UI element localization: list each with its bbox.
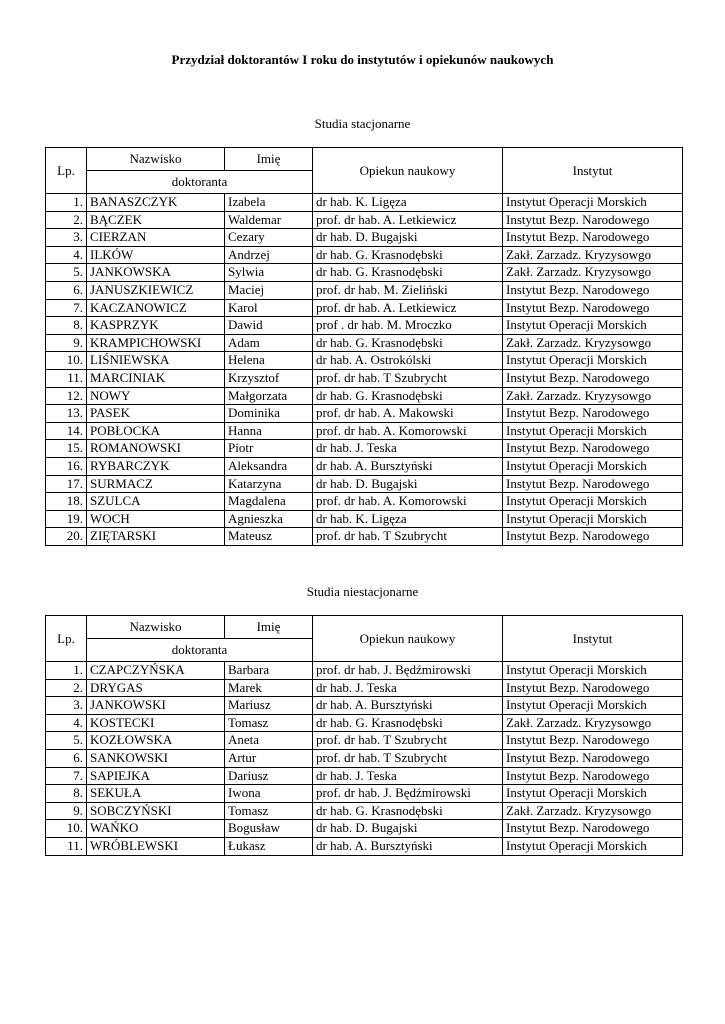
- header-doktoranta: doktoranta: [87, 639, 313, 662]
- cell-nazwisko: BĄCZEK: [87, 211, 225, 229]
- cell-opiekun: prof. dr hab. A. Komorowski: [313, 422, 503, 440]
- cell-opiekun: dr hab. A. Bursztyński: [313, 457, 503, 475]
- cell-instytut: Instytut Bezp. Narodowego: [503, 440, 683, 458]
- cell-instytut: Instytut Bezp. Narodowego: [503, 679, 683, 697]
- cell-instytut: Instytut Bezp. Narodowego: [503, 820, 683, 838]
- table-header-row: [46, 148, 683, 171]
- cell-lp: 9.: [46, 802, 87, 820]
- table-row: [46, 767, 683, 785]
- table-row: [46, 679, 683, 697]
- cell-opiekun: dr hab. D. Bugajski: [313, 475, 503, 493]
- cell-opiekun: prof. dr hab. T Szubrycht: [313, 749, 503, 767]
- cell-lp: 9.: [46, 334, 87, 352]
- table-header-row: [46, 616, 683, 639]
- cell-opiekun: dr hab. A. Bursztyński: [313, 837, 503, 855]
- cell-instytut: Zakł. Zarzadz. Kryzysowgo: [503, 246, 683, 264]
- cell-nazwisko: KACZANOWICZ: [87, 299, 225, 317]
- cell-opiekun: prof. dr hab. A. Komorowski: [313, 493, 503, 511]
- cell-nazwisko: JANKOWSKA: [87, 264, 225, 282]
- cell-imie: Sylwia: [225, 264, 313, 282]
- cell-lp: 10.: [46, 820, 87, 838]
- cell-nazwisko: DRYGAS: [87, 679, 225, 697]
- cell-instytut: Instytut Operacji Morskich: [503, 194, 683, 212]
- cell-imie: Dawid: [225, 317, 313, 335]
- header-instytut: Instytut: [503, 616, 683, 662]
- cell-instytut: Instytut Operacji Morskich: [503, 317, 683, 335]
- cell-lp: 6.: [46, 749, 87, 767]
- table-row: [46, 837, 683, 855]
- cell-lp: 3.: [46, 697, 87, 715]
- cell-nazwisko: ROMANOWSKI: [87, 440, 225, 458]
- header-imie: Imię: [225, 616, 313, 639]
- cell-lp: 20.: [46, 528, 87, 546]
- cell-nazwisko: KASPRZYK: [87, 317, 225, 335]
- cell-instytut: Instytut Bezp. Narodowego: [503, 405, 683, 423]
- cell-nazwisko: ILKÓW: [87, 246, 225, 264]
- cell-instytut: Instytut Operacji Morskich: [503, 837, 683, 855]
- cell-opiekun: dr hab. G. Krasnodębski: [313, 264, 503, 282]
- cell-lp: 8.: [46, 785, 87, 803]
- cell-lp: 11.: [46, 369, 87, 387]
- cell-imie: Krzysztof: [225, 369, 313, 387]
- cell-lp: 18.: [46, 493, 87, 511]
- table-row: [46, 387, 683, 405]
- cell-nazwisko: BANASZCZYK: [87, 194, 225, 212]
- cell-instytut: Instytut Bezp. Narodowego: [503, 299, 683, 317]
- cell-imie: Iwona: [225, 785, 313, 803]
- cell-imie: Karol: [225, 299, 313, 317]
- cell-imie: Mariusz: [225, 697, 313, 715]
- cell-opiekun: dr hab. J. Teska: [313, 767, 503, 785]
- table-row: [46, 440, 683, 458]
- table-niestacjonarne: [45, 615, 683, 856]
- table-body: [46, 662, 683, 856]
- cell-opiekun: prof. dr hab. J. Będźmirowski: [313, 785, 503, 803]
- cell-imie: Piotr: [225, 440, 313, 458]
- cell-opiekun: prof. dr hab. J. Będźmirowski: [313, 662, 503, 680]
- cell-opiekun: prof. dr hab. T Szubrycht: [313, 369, 503, 387]
- cell-nazwisko: SOBCZYŃSKI: [87, 802, 225, 820]
- cell-imie: Hanna: [225, 422, 313, 440]
- cell-nazwisko: SURMACZ: [87, 475, 225, 493]
- cell-nazwisko: WAŃKO: [87, 820, 225, 838]
- cell-imie: Cezary: [225, 229, 313, 247]
- header-opiekun: Opiekun naukowy: [313, 616, 503, 662]
- cell-nazwisko: LIŚNIEWSKA: [87, 352, 225, 370]
- cell-nazwisko: KRAMPICHOWSKI: [87, 334, 225, 352]
- header-instytut: Instytut: [503, 148, 683, 194]
- table-row: [46, 405, 683, 423]
- cell-lp: 3.: [46, 229, 87, 247]
- cell-imie: Maciej: [225, 281, 313, 299]
- cell-opiekun: dr hab. G. Krasnodębski: [313, 334, 503, 352]
- cell-lp: 17.: [46, 475, 87, 493]
- cell-nazwisko: KOSTECKI: [87, 714, 225, 732]
- header-lp: Lp.: [46, 148, 87, 194]
- cell-lp: 4.: [46, 714, 87, 732]
- header-doktoranta: doktoranta: [87, 171, 313, 194]
- cell-instytut: Instytut Operacji Morskich: [503, 785, 683, 803]
- cell-opiekun: prof. dr hab. M. Zieliński: [313, 281, 503, 299]
- cell-lp: 15.: [46, 440, 87, 458]
- table-row: [46, 662, 683, 680]
- cell-lp: 10.: [46, 352, 87, 370]
- cell-imie: Izabela: [225, 194, 313, 212]
- table-row: [46, 493, 683, 511]
- cell-imie: Adam: [225, 334, 313, 352]
- cell-lp: 1.: [46, 194, 87, 212]
- cell-lp: 7.: [46, 299, 87, 317]
- cell-nazwisko: PASEK: [87, 405, 225, 423]
- table-row: [46, 211, 683, 229]
- table-row: [46, 528, 683, 546]
- header-opiekun: Opiekun naukowy: [313, 148, 503, 194]
- section-title-stacjonarne: Studia stacjonarne: [314, 116, 411, 131]
- cell-nazwisko: NOWY: [87, 387, 225, 405]
- table-stacjonarne: [45, 147, 683, 546]
- cell-nazwisko: RYBARCZYK: [87, 457, 225, 475]
- cell-opiekun: dr hab. G. Krasnodębski: [313, 714, 503, 732]
- table-row: [46, 714, 683, 732]
- cell-nazwisko: POBŁOCKA: [87, 422, 225, 440]
- cell-opiekun: dr hab. G. Krasnodębski: [313, 387, 503, 405]
- cell-opiekun: prof . dr hab. M. Mroczko: [313, 317, 503, 335]
- cell-imie: Barbara: [225, 662, 313, 680]
- table-row: [46, 229, 683, 247]
- table-row: [46, 785, 683, 803]
- cell-opiekun: dr hab. D. Bugajski: [313, 820, 503, 838]
- table-row: [46, 334, 683, 352]
- cell-nazwisko: JANUSZKIEWICZ: [87, 281, 225, 299]
- cell-lp: 19.: [46, 510, 87, 528]
- cell-imie: Aneta: [225, 732, 313, 750]
- cell-instytut: Instytut Bezp. Narodowego: [503, 229, 683, 247]
- cell-instytut: Zakł. Zarzadz. Kryzysowgo: [503, 264, 683, 282]
- cell-opiekun: prof. dr hab. A. Letkiewicz: [313, 211, 503, 229]
- cell-opiekun: dr hab. A. Ostrokólski: [313, 352, 503, 370]
- cell-lp: 7.: [46, 767, 87, 785]
- cell-instytut: Zakł. Zarzadz. Kryzysowgo: [503, 387, 683, 405]
- cell-instytut: Zakł. Zarzadz. Kryzysowgo: [503, 714, 683, 732]
- cell-instytut: Instytut Bezp. Narodowego: [503, 749, 683, 767]
- cell-imie: Małgorzata: [225, 387, 313, 405]
- cell-instytut: Instytut Operacji Morskich: [503, 352, 683, 370]
- header-nazwisko: Nazwisko: [87, 148, 225, 171]
- header-lp: Lp.: [46, 616, 87, 662]
- cell-instytut: Instytut Bezp. Narodowego: [503, 528, 683, 546]
- cell-instytut: Zakł. Zarzadz. Kryzysowgo: [503, 802, 683, 820]
- cell-instytut: Instytut Bezp. Narodowego: [503, 281, 683, 299]
- table-row: [46, 802, 683, 820]
- cell-instytut: Instytut Operacji Morskich: [503, 422, 683, 440]
- cell-lp: 5.: [46, 732, 87, 750]
- cell-imie: Tomasz: [225, 714, 313, 732]
- table-row: [46, 422, 683, 440]
- cell-nazwisko: SEKUŁA: [87, 785, 225, 803]
- cell-imie: Łukasz: [225, 837, 313, 855]
- cell-nazwisko: MARCINIAK: [87, 369, 225, 387]
- cell-instytut: Instytut Operacji Morskich: [503, 457, 683, 475]
- cell-imie: Mateusz: [225, 528, 313, 546]
- table-row: [46, 369, 683, 387]
- table-row: [46, 457, 683, 475]
- cell-instytut: Instytut Operacji Morskich: [503, 510, 683, 528]
- header-nazwisko: Nazwisko: [87, 616, 225, 639]
- cell-imie: Aleksandra: [225, 457, 313, 475]
- cell-nazwisko: CIERZAN: [87, 229, 225, 247]
- table-row: [46, 264, 683, 282]
- cell-imie: Dariusz: [225, 767, 313, 785]
- cell-opiekun: prof. dr hab. A. Makowski: [313, 405, 503, 423]
- cell-lp: 12.: [46, 387, 87, 405]
- cell-opiekun: dr hab. A. Bursztyński: [313, 697, 503, 715]
- cell-opiekun: dr hab. J. Teska: [313, 679, 503, 697]
- cell-nazwisko: KOZŁOWSKA: [87, 732, 225, 750]
- cell-nazwisko: SZULCA: [87, 493, 225, 511]
- cell-opiekun: dr hab. D. Bugajski: [313, 229, 503, 247]
- table-body: [46, 194, 683, 546]
- cell-opiekun: dr hab. J. Teska: [313, 440, 503, 458]
- table-row: [46, 246, 683, 264]
- cell-opiekun: prof. dr hab. T Szubrycht: [313, 732, 503, 750]
- cell-lp: 2.: [46, 679, 87, 697]
- page-title: Przydział doktorantów I roku do instytutów i opiekunów naukowych: [171, 52, 554, 67]
- table-row: [46, 475, 683, 493]
- cell-nazwisko: CZAPCZYŃSKA: [87, 662, 225, 680]
- header-imie: Imię: [225, 148, 313, 171]
- cell-opiekun: dr hab. G. Krasnodębski: [313, 802, 503, 820]
- cell-nazwisko: ZIĘTARSKI: [87, 528, 225, 546]
- cell-imie: Dominika: [225, 405, 313, 423]
- cell-nazwisko: JANKOWSKI: [87, 697, 225, 715]
- cell-imie: Artur: [225, 749, 313, 767]
- cell-instytut: Instytut Operacji Morskich: [503, 493, 683, 511]
- cell-lp: 6.: [46, 281, 87, 299]
- cell-imie: Tomasz: [225, 802, 313, 820]
- table-row: [46, 194, 683, 212]
- cell-opiekun: dr hab. K. Ligęza: [313, 194, 503, 212]
- cell-imie: Waldemar: [225, 211, 313, 229]
- cell-opiekun: dr hab. G. Krasnodębski: [313, 246, 503, 264]
- table-row: [46, 281, 683, 299]
- cell-lp: 4.: [46, 246, 87, 264]
- table-row: [46, 820, 683, 838]
- cell-instytut: Instytut Operacji Morskich: [503, 697, 683, 715]
- cell-opiekun: prof. dr hab. A. Letkiewicz: [313, 299, 503, 317]
- cell-imie: Andrzej: [225, 246, 313, 264]
- cell-nazwisko: WOCH: [87, 510, 225, 528]
- table-row: [46, 697, 683, 715]
- table-row: [46, 749, 683, 767]
- cell-imie: Helena: [225, 352, 313, 370]
- cell-instytut: Instytut Bezp. Narodowego: [503, 369, 683, 387]
- table-row: [46, 510, 683, 528]
- cell-imie: Katarzyna: [225, 475, 313, 493]
- cell-lp: 8.: [46, 317, 87, 335]
- cell-lp: 11.: [46, 837, 87, 855]
- cell-instytut: Instytut Bezp. Narodowego: [503, 732, 683, 750]
- cell-imie: Marek: [225, 679, 313, 697]
- cell-instytut: Instytut Bezp. Narodowego: [503, 767, 683, 785]
- table-row: [46, 317, 683, 335]
- cell-opiekun: dr hab. K. Ligęza: [313, 510, 503, 528]
- cell-lp: 13.: [46, 405, 87, 423]
- table-row: [46, 732, 683, 750]
- cell-imie: Magdalena: [225, 493, 313, 511]
- cell-instytut: Zakł. Zarzadz. Kryzysowgo: [503, 334, 683, 352]
- cell-imie: Agnieszka: [225, 510, 313, 528]
- cell-instytut: Instytut Bezp. Narodowego: [503, 475, 683, 493]
- cell-lp: 16.: [46, 457, 87, 475]
- cell-lp: 14.: [46, 422, 87, 440]
- cell-instytut: Instytut Operacji Morskich: [503, 662, 683, 680]
- cell-lp: 2.: [46, 211, 87, 229]
- cell-lp: 5.: [46, 264, 87, 282]
- table-row: [46, 352, 683, 370]
- cell-opiekun: prof. dr hab. T Szubrycht: [313, 528, 503, 546]
- cell-instytut: Instytut Bezp. Narodowego: [503, 211, 683, 229]
- cell-nazwisko: WRÓBLEWSKI: [87, 837, 225, 855]
- section-title-niestacjonarne: Studia niestacjonarne: [306, 584, 419, 599]
- cell-nazwisko: SAPIEJKA: [87, 767, 225, 785]
- cell-lp: 1.: [46, 662, 87, 680]
- cell-nazwisko: SANKOWSKI: [87, 749, 225, 767]
- cell-imie: Bogusław: [225, 820, 313, 838]
- table-row: [46, 299, 683, 317]
